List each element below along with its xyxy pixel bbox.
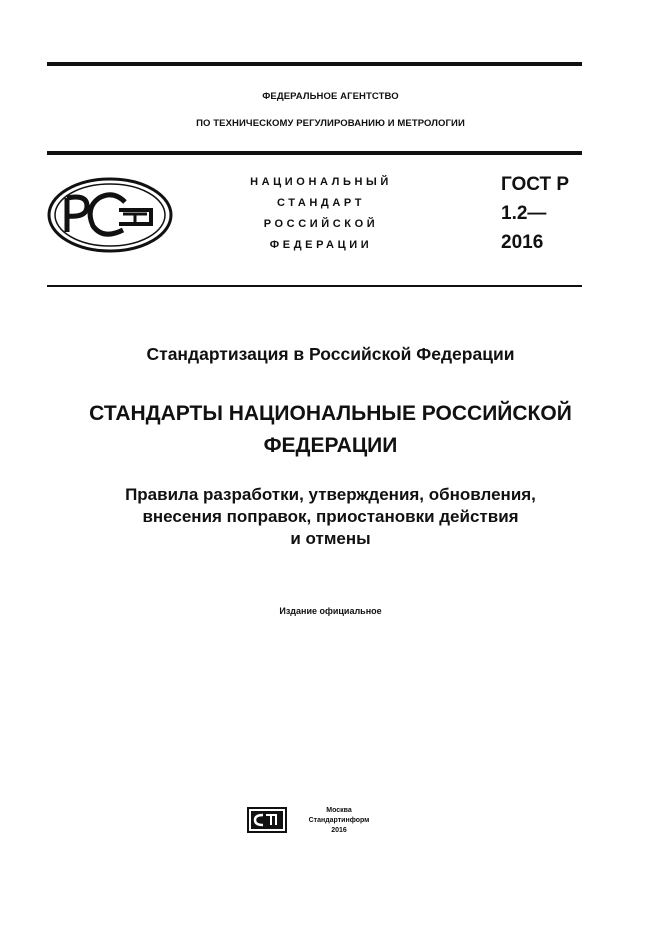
main-title	[0, 398, 661, 462]
standard-designation	[501, 170, 569, 257]
publisher-name: Стандартинформ	[308, 817, 370, 824]
national-standard-line1: НАЦИОНАЛЬНЫЙ	[250, 176, 392, 188]
subtitle-line1: Правила разработки, утверждения, обновления,	[125, 485, 536, 504]
agency-name-line2: ПО ТЕХНИЧЕСКОМУ РЕГУЛИРОВАНИЮ И МЕТРОЛОГИИ	[196, 118, 465, 129]
publisher-city: Москва	[326, 807, 352, 814]
subtitle-line2: внесения поправок, приостановки действия	[142, 507, 519, 526]
designation-line2: 1.2—	[501, 203, 547, 224]
main-title-line1: СТАНДАРТЫ НАЦИОНАЛЬНЫЕ РОССИЙСКОЙ	[89, 402, 572, 425]
designation-line1: ГОСТ Р	[501, 174, 570, 195]
agency-name-line1: ФЕДЕРАЛЬНОЕ АГЕНТСТВО	[262, 91, 399, 102]
series-title: Стандартизация в Российской Федерации	[146, 344, 515, 364]
subtitle-line3: и отмены	[290, 529, 371, 548]
header-rule	[47, 151, 582, 155]
national-standard-line4: ФЕДЕРАЦИИ	[269, 239, 373, 251]
national-standard-line3: РОССИЙСКОЙ	[263, 218, 379, 230]
subtitle	[0, 484, 661, 550]
top-rule	[47, 62, 582, 66]
main-title-line2: ФЕДЕРАЦИИ	[263, 434, 398, 457]
standartinform-logo-icon	[247, 807, 287, 833]
national-standard-label	[236, 172, 406, 256]
designation-line3: 2016	[501, 232, 544, 253]
header-bottom-rule	[47, 285, 582, 287]
publisher-block	[304, 806, 374, 836]
rst-emblem-icon	[47, 176, 177, 254]
national-standard-line2: СТАНДАРТ	[276, 197, 366, 209]
publisher-year: 2016	[331, 827, 347, 834]
edition-note: Издание официальное	[279, 606, 382, 616]
